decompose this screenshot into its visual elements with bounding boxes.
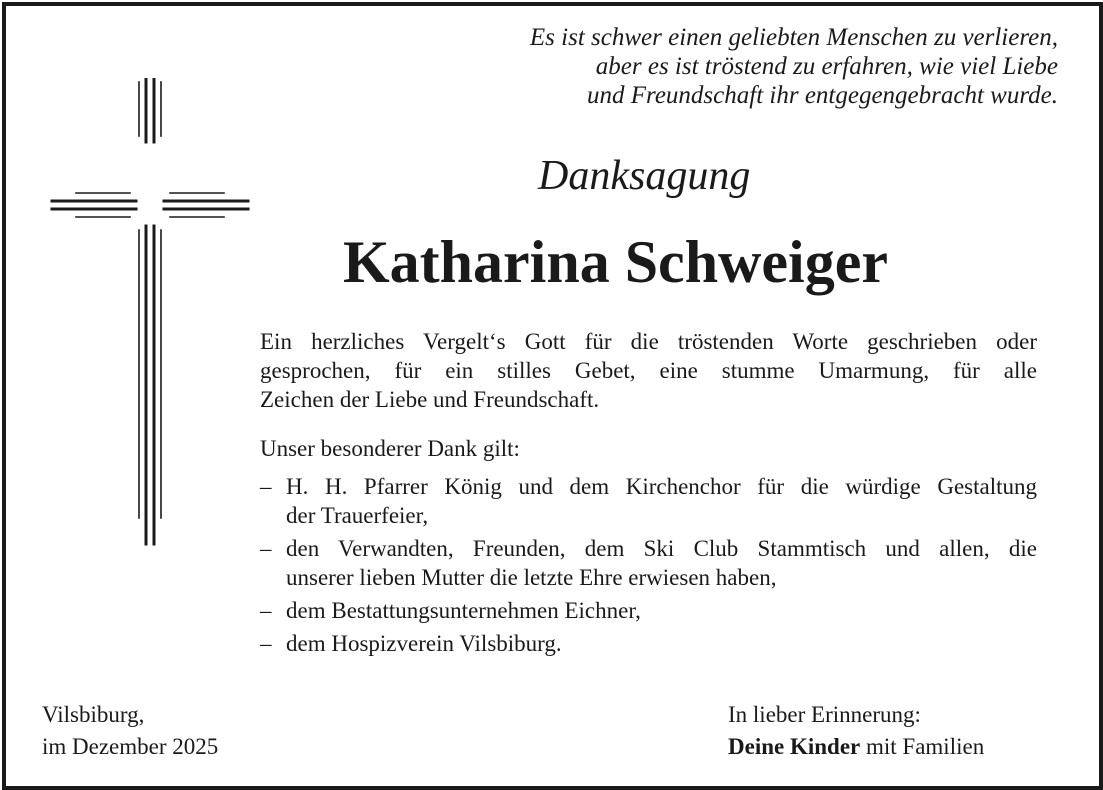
list-item — [260, 596, 1037, 625]
thanks-list — [260, 472, 1037, 662]
list-item-line: H. H. Pfarrer König und dem Kirchenchor für die würdige Gestaltung — [286, 474, 1037, 499]
verse-line: Es ist schwer einen geliebten Menschen zu verlieren, — [529, 24, 1058, 51]
list-item — [260, 629, 1037, 658]
verse-quote — [530, 23, 1058, 110]
verse-line: aber es ist tröstend zu erfahren, wie viel Liebe — [595, 53, 1058, 80]
list-item-line: der Trauerfeier, — [286, 503, 429, 528]
obituary-card — [2, 2, 1103, 790]
list-item-line: den Verwandten, Freunden, dem Ski Club Stammtisch und allen, die — [286, 536, 1037, 561]
list-item — [260, 472, 1037, 530]
thanks-paragraph — [260, 327, 1037, 414]
paragraph-line: gesprochen, für ein stilles Gebet, eine stumme Umarmung, für alle — [260, 358, 1037, 383]
paragraph-line: Zeichen der Liebe und Freundschaft. — [260, 387, 600, 412]
paragraph-line: Ein herzliches Vergelt‘s Gott für die tröstenden Worte geschrieben oder — [260, 329, 1037, 354]
heading-danksagung: Danksagung — [538, 153, 751, 199]
cross-icon — [50, 78, 250, 548]
list-item-line: dem Hospizverein Vilsbiburg. — [286, 631, 562, 656]
signed-by — [728, 731, 984, 763]
memory-line: In lieber Erinnerung: — [728, 702, 921, 727]
dash-bullet: – — [260, 631, 272, 656]
list-item — [260, 534, 1037, 592]
thanks-intro: Unser besonderer Dank gilt: — [260, 436, 520, 461]
dash-bullet: – — [260, 536, 272, 561]
footer-signature — [728, 699, 984, 763]
deceased-name: Katharina Schweiger — [343, 229, 888, 295]
place: Vilsbiburg, — [42, 702, 145, 727]
list-item-line: unserer lieben Mutter die letzte Ehre erwiesen haben, — [286, 565, 777, 590]
footer-place-date — [42, 699, 218, 763]
list-item-line: dem Bestattungsunternehmen Eichner, — [286, 598, 641, 623]
verse-line: und Freundschaft ihr entgegengebracht wurde. — [587, 82, 1058, 109]
signed-bold: Deine Kinder — [728, 734, 861, 759]
dash-bullet: – — [260, 474, 272, 499]
date: im Dezember 2025 — [42, 734, 219, 759]
signed-rest: mit Familien — [860, 734, 985, 759]
dash-bullet: – — [260, 598, 272, 623]
